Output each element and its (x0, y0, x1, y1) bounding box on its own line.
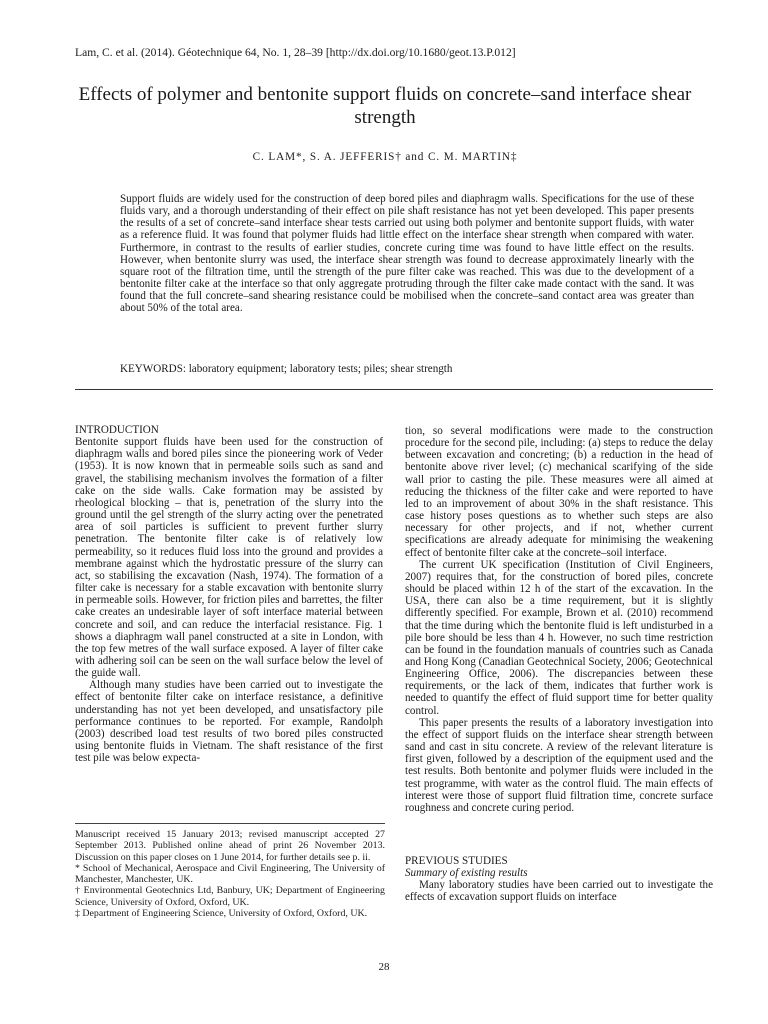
footnote: ‡ Department of Engineering Science, University of Oxford, Oxford, UK. (75, 908, 368, 920)
footnote-divider (75, 823, 385, 824)
citation-header: Lam, C. et al. (2014). Géotechnique 64, No. 1, 28–39 [http://dx.doi.org/10.1680/geot.13.P.012] (75, 46, 516, 59)
body-paragraph: Although many studies have been carried out to investigate the effect of bentonite filter cake on interface resistance, a definitive understanding has not yet been developed, and unsatisfactory pile performance continues to be reported. For example, Randolph (2003) described load test results of two bored piles constructed using bentonite fluids in Vietnam. The shaft resistance of the first test pile was below expecta- (75, 679, 383, 765)
paper-title: Effects of polymer and bentonite support fluids on concrete–sand interface shear strength (78, 84, 692, 128)
author-list: C. LAM*, S. A. JEFFERIS† and C. M. MARTIN‡ (252, 151, 518, 163)
right-column (405, 425, 713, 904)
body-paragraph: The current UK specification (Institution of Civil Engineers, 2007) requires that, for the construction of bored piles, concrete should be placed within 12 h of the start of the excavation. In the USA, there can also be a time requirement, but it is slightly differently specified. For example, Brown et al. (2010) recommend that the time during which the bentonite fluid is left undisturbed in a pile bore should be less than 4 h. However, no such time restriction can be found in the foundation manuals of countries such as Canada and Hong Kong (Canadian Geotechnical Society, 2006; Geotechnical Engineering Office, 2006). The discrepancies between these requirements, or the lack of them, indicates that further work is needed to quantify the effect of fluid support time for better quality control. (405, 558, 713, 717)
footnote: * School of Mechanical, Aerospace and Civil Engineering, The University of Manchester, Manchester, UK. (75, 862, 385, 886)
body-paragraph: Bentonite support fluids have been used for the construction of diaphragm walls and bored piles since the pioneering work of Veder (1953). It is now known that in permeable soils such as sand and gravel, the stabilising mechanism involves the formation of a filter cake on the side walls. Cake formation may be assisted by rheological blocking – that is, penetration of the slurry into the ground until the gel strength of the slurry acting over the penetrated area of soil particles is sufficient to prevent further slurry penetration. The bentonite filter cake is of relatively low permeability, so it reduces fluid loss into the ground and provides a membrane against which the hydrostatic pressure of the slurry can act, so stabilising the excavation (Nash, 1974). The formation of a filter cake is necessary for a stable excavation with bentonite slurry in permeable soils. However, for friction piles and barrettes, the filter cake creates an undesirable layer of soft interface material between concrete and soil, and can reduce the interfacial resistance. Fig. 1 shows a diaphragm wall panel constructed at a site in London, with the top few metres of the wall surface exposed. A layer of filter cake with adhering soil can be seen on the wall surface below the level of the guide wall. (75, 436, 383, 680)
body-paragraph: This paper presents the results of a laboratory investigation into the effect of support fluids on the interface shear strength between sand and cast in situ concrete. A review of the relevant literature is first given, followed by a description of the equipment used and the test results. Both bentonite and polymer fluids were included in the test programme, with water as the control fluid. The main effects of interest were those of support fluid filtration time, concrete surface roughness and concrete curing period. (405, 716, 713, 814)
header-divider (75, 389, 713, 390)
body-paragraph: tion, so several modifications were made to the construction procedure for the second pile, including: (a) steps to reduce the delay between excavation and concreting; (b) a reduction in the head of bentonite above river level; (c) mechanical scarifying of the side wall prior to casting the pile. These measures were all aimed at reducing the thickness of the filter cake and were reported to have led to an improvement of about 30% in the shaft resistance. This case history poses questions as to whether such steps are also necessary for other projects, and if not, whether current specifications are already adequate for minimising the weakening effect of bentonite filter cake at the concrete–soil interface. (405, 425, 713, 559)
abstract: Support fluids are widely used for the construction of deep bored piles and diaphragm walls. Specifications for the use of these fluids vary, and a thorough understanding of their effect on pile shaft resistance has not yet been developed. This paper presents the results of a set of concrete–sand interface shear tests carried out using both polymer and bentonite support fluids, with water as a reference fluid. It was found that polymer fluids had little effect on the interface shear strength when compared with water. Furthermore, in contrast to the results of earlier studies, concrete curing time was found to have little effect on the results. However, when bentonite slurry was used, the interface shear strength was found to decrease approximately linearly with the square root of the filtration time, until the strength of the pure filter cake was reached. This was due to the development of a bentonite filter cake at the interface so that only aggregate protruding through the filter cake made contact with the sand. It was found that the full concrete–sand shearing resistance could be mobilised when the concrete–sand contact area was greater than about 50% of the total area. (120, 193, 694, 315)
page-number: 28 (378, 961, 390, 973)
body-paragraph: Many laboratory studies have been carried out to investigate the effects of excavation support fluids on interface (405, 879, 713, 904)
section-heading-previous-studies: PREVIOUS STUDIES (405, 855, 508, 867)
footnotes (75, 829, 385, 919)
left-column (75, 424, 383, 764)
section-heading-introduction: INTRODUCTION (75, 424, 159, 436)
subsection-heading: Summary of existing results (405, 867, 528, 880)
keywords: KEYWORDS: laboratory equipment; laboratory tests; piles; shear strength (120, 363, 453, 375)
section-spacer (405, 814, 713, 855)
footnote: † Environmental Geotechnics Ltd, Banbury, UK; Department of Engineering Science, University of Oxford, Oxford, UK. (75, 885, 385, 908)
footnote: Manuscript received 15 January 2013; revised manuscript accepted 27 September 2013. Published online ahead of print 26 November 2013. Discussion on this paper closes on 1 June 2014, for further details see p. ii. (75, 829, 385, 863)
